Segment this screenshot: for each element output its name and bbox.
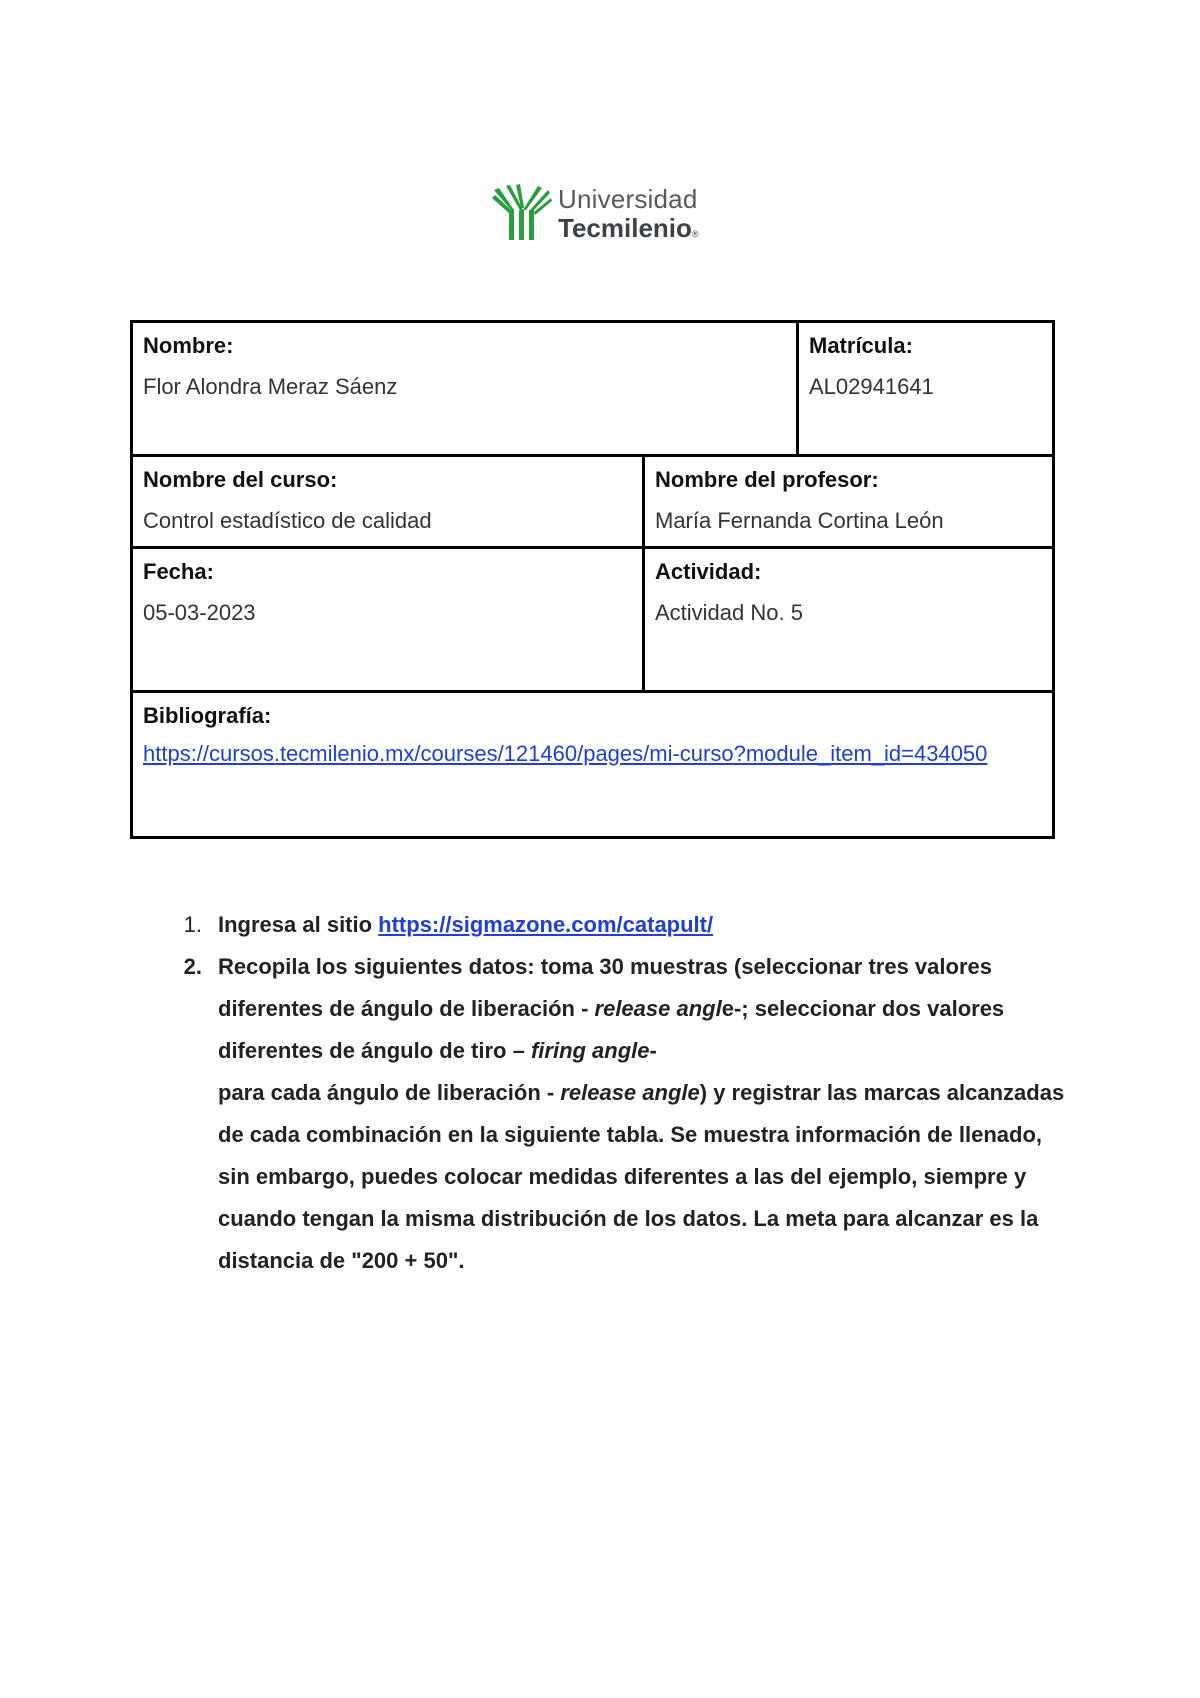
profesor-label: Nombre del profesor:	[655, 467, 879, 492]
item2-italic-1: release angl	[594, 996, 722, 1021]
profesor-value: María Fernanda Cortina León	[655, 508, 944, 533]
student-info-table	[130, 320, 1055, 839]
tecmilenio-leaf-icon	[492, 184, 552, 242]
registered-mark: ®	[691, 229, 699, 239]
sigmazone-link[interactable]: https://sigmazone.com/catapult/	[378, 912, 714, 937]
matricula-label: Matrícula:	[809, 333, 913, 358]
university-logo	[470, 166, 730, 260]
actividad-label: Actividad:	[655, 559, 762, 584]
item2-text-3: -	[649, 1038, 657, 1063]
curso-label: Nombre del curso:	[143, 467, 338, 492]
fecha-cell	[132, 548, 644, 692]
fecha-value: 05-03-2023	[143, 600, 256, 625]
item2-text-4: para cada ángulo de liberación -	[218, 1080, 561, 1105]
actividad-value: Actividad No. 5	[655, 600, 803, 625]
bibliografia-link[interactable]: https://cursos.tecmilenio.mx/courses/121460/pages/mi-curso?module_item_id=434050	[143, 741, 988, 766]
matricula-value: AL02941641	[809, 374, 934, 399]
item2-italic-3: release angle	[560, 1080, 700, 1105]
item1-text: Ingresa al sitio	[218, 912, 379, 937]
fecha-label: Fecha:	[143, 559, 214, 584]
item2-text-1: Recopila los siguientes datos: toma 30 muestras (seleccionar tres valores diferentes de ángulo de liberación -	[218, 954, 992, 1021]
logo-line-2: Tecmilenio	[558, 213, 692, 243]
logo-line-1: Universidad	[558, 184, 698, 214]
matricula-cell	[798, 322, 1054, 456]
nombre-value: Flor Alondra Meraz Sáenz	[143, 374, 398, 399]
item2-italic-2: firing angle	[530, 1038, 650, 1063]
curso-value: Control estadístico de calidad	[143, 508, 432, 533]
bibliografia-cell	[132, 692, 1054, 838]
curso-cell	[132, 456, 644, 548]
list-number: 1.	[183, 912, 202, 937]
nombre-cell	[132, 322, 798, 456]
list-item	[176, 946, 1076, 1282]
item2-text-2: e-; seleccionar dos valores diferentes de ángulo de tiro –	[218, 996, 1005, 1063]
item2-text-5: ) y registrar las marcas alcanzadas de cada combinación en la siguiente tabla. Se muestra información de llenado, sin embargo, puedes colocar medidas diferentes a las del ejemplo, siempre y cuando tengan la misma distribución de los datos. La meta para alcanzar es la distancia de "200 + 50".	[218, 1080, 1065, 1273]
nombre-label: Nombre:	[143, 333, 234, 358]
actividad-cell	[644, 548, 1054, 692]
instructions-list	[176, 904, 1076, 1282]
profesor-cell	[644, 456, 1054, 548]
list-item	[176, 904, 1076, 946]
bibliografia-label: Bibliografía:	[143, 703, 272, 728]
list-number: 2.	[183, 954, 202, 979]
